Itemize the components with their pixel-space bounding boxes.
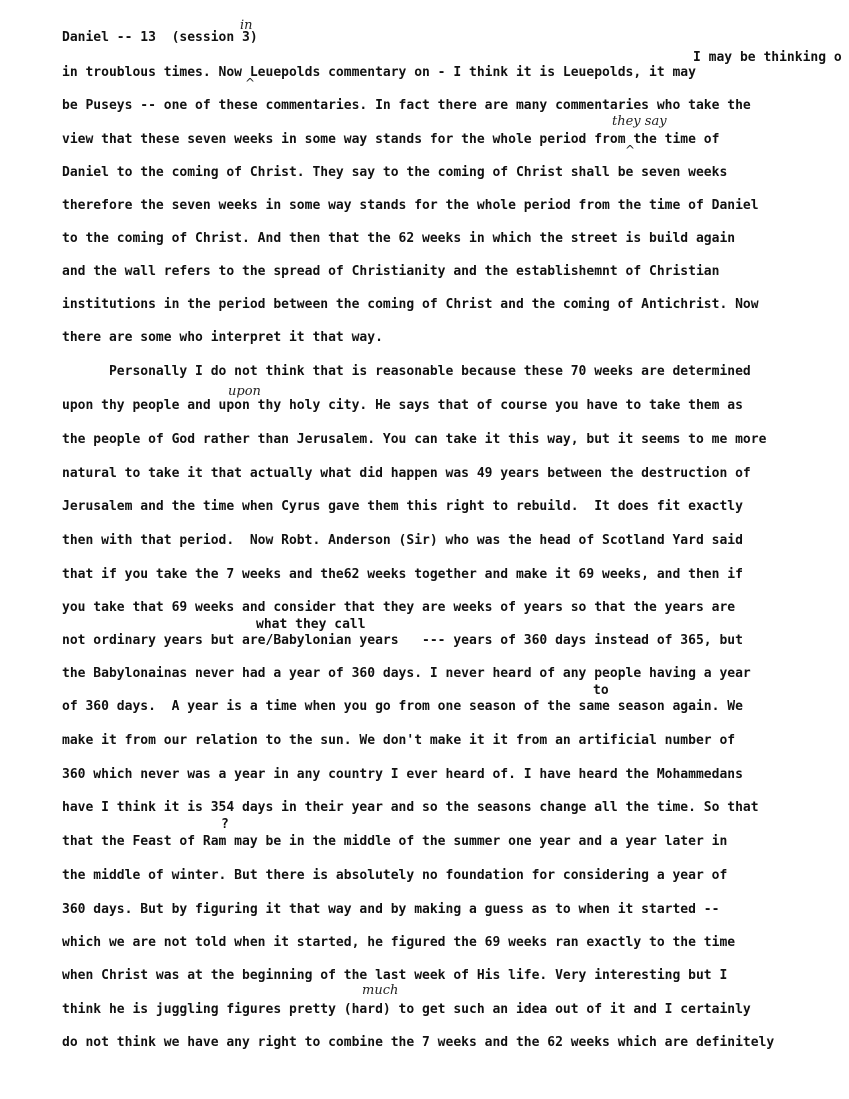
line-10: Personally I do not think that is reasonable because these 70 weeks are determined — [62, 364, 751, 379]
line-5: therefore the seven weeks in some way stands for the whole period from the time of Daniel — [62, 198, 759, 213]
line-25: the middle of winter. But there is absolutely no foundation for considering a year of — [62, 868, 728, 883]
page-header: Daniel -- 13 (session 3) — [62, 30, 258, 45]
line-20: of 360 days. A year is a time when you go from one season of the same season again. We — [62, 699, 743, 714]
line-23: have I think it is 354 days in their year and so the seasons change all the time. So that — [62, 800, 759, 815]
line-30: do not think we have any right to combine the 7 weeks and the 62 weeks which are definitely — [62, 1035, 775, 1050]
line-8: institutions in the period between the coming of Christ and the coming of Antichrist. Now — [62, 297, 759, 312]
line-24: that the Feast of Ram may be in the middle of the summer one year and a year later in — [62, 834, 728, 849]
handwritten-insert-upon: upon — [228, 384, 261, 399]
line-22: 360 which never was a year in any country I ever heard of. I have heard the Mohammedans — [62, 767, 743, 782]
line-1: in troublous times. Now Leuepolds commentary on - I think it is Leuepolds, it may — [62, 65, 696, 80]
line-6: to the coming of Christ. And then that the 62 weeks in which the street is build again — [62, 231, 736, 246]
line-26: 360 days. But by figuring it that way and by making a guess as to when it started -- — [62, 902, 720, 917]
handwritten-insert-much: much — [362, 983, 399, 998]
line-18: not ordinary years but are/Babylonian years --- years of 360 days instead of 365, but — [62, 633, 743, 648]
question-mark: ? — [221, 817, 229, 832]
handwritten-insert-they-say: they say — [612, 114, 667, 129]
line-27: which we are not told when it started, he figured the 69 weeks ran exactly to the time — [62, 935, 736, 950]
handwritten-insert-in: in — [240, 18, 253, 33]
line-2: be Puseys -- one of these commentaries. In fact there are many commentaries who take the — [62, 98, 751, 113]
line-14: Jerusalem and the time when Cyrus gave them this right to rebuild. It does fit exactly — [62, 499, 743, 514]
typed-insert-to: to — [593, 683, 609, 698]
line-17: you take that 69 weeks and consider that they are weeks of years so that the years are — [62, 600, 736, 615]
line-15: then with that period. Now Robt. Anderson (Sir) who was the head of Scotland Yard said — [62, 533, 743, 548]
caret-mark: ^ — [245, 76, 256, 90]
line-28: when Christ was at the beginning of the last week of His life. Very interesting but I — [62, 968, 728, 983]
line-19: the Babylonainas never had a year of 360 days. I never heard of any people having a year — [62, 666, 751, 681]
line-7: and the wall refers to the spread of Christianity and the establishemnt of Christian — [62, 264, 720, 279]
line-4: Daniel to the coming of Christ. They say to the coming of Christ shall be seven weeks — [62, 165, 728, 180]
line-3: view that these seven weeks in some way stands for the whole period from the time of — [62, 132, 720, 147]
line-12: the people of God rather than Jerusalem. You can take it this way, but it seems to me more — [62, 432, 767, 447]
line-13: natural to take it that actually what did happen was 49 years between the destruction of — [62, 466, 751, 481]
line-16: that if you take the 7 weeks and the62 weeks together and make it 69 weeks, and then if — [62, 567, 743, 582]
line-11: upon thy people and upon thy holy city. He says that of course you have to take them as — [62, 398, 743, 413]
line-21: make it from our relation to the sun. We don't make it it from an artificial number of — [62, 733, 736, 748]
caret-mark: ^ — [625, 143, 636, 157]
typed-insert-what-they-call: what they call — [256, 617, 366, 632]
line-29: think he is juggling figures pretty (hard) to get such an idea out of it and I certainly — [62, 1002, 751, 1017]
margin-note: I may be thinking o — [693, 50, 842, 65]
line-9: there are some who interpret it that way. — [62, 330, 383, 345]
